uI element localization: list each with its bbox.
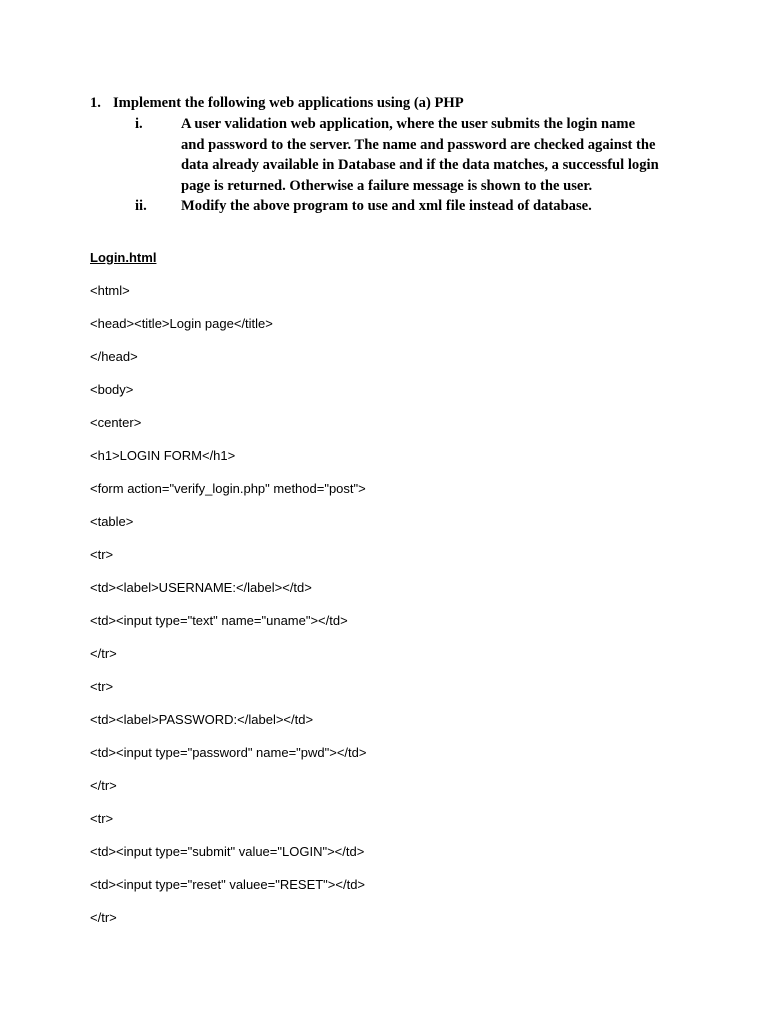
code-line: <td><input type="text" name="uname"></td> bbox=[90, 613, 348, 628]
code-line: <td><input type="submit" value="LOGIN"></td> bbox=[90, 844, 365, 859]
code-line: </tr> bbox=[90, 778, 117, 793]
code-line: <head><title>Login page</title> bbox=[90, 316, 273, 331]
part-i-line-1: A user validation web application, where the user submits the login name bbox=[181, 116, 636, 132]
code-line: <td><label>USERNAME:</label></td> bbox=[90, 580, 312, 595]
code-line: <tr> bbox=[90, 547, 114, 562]
part-text-i bbox=[181, 114, 681, 196]
code-line: <html> bbox=[90, 283, 130, 298]
part-label-ii: ii. bbox=[135, 198, 147, 214]
part-label-i: i. bbox=[135, 116, 143, 132]
code-listing bbox=[90, 282, 366, 942]
code-line: <td><input type="password" name="pwd"></td> bbox=[90, 745, 367, 760]
code-line: <tr> bbox=[90, 811, 114, 826]
code-line: <td><label>PASSWORD:</label></td> bbox=[90, 712, 314, 727]
code-line: </tr> bbox=[90, 646, 117, 661]
part-i-line-2: and password to the server. The name and password are checked against the bbox=[181, 136, 656, 153]
part-text-ii bbox=[181, 196, 681, 217]
file-heading: Login.html bbox=[90, 250, 157, 265]
code-line: <tr> bbox=[90, 679, 114, 694]
code-line: <td><input type="reset" valuee="RESET"></td> bbox=[90, 877, 366, 892]
code-line: <h1>LOGIN FORM</h1> bbox=[90, 448, 236, 463]
code-line: </tr> bbox=[90, 910, 117, 925]
question-number: 1. bbox=[90, 95, 101, 111]
part-i-line-3: data already available in Database and if the data matches, a successful login bbox=[181, 157, 659, 174]
code-line: <body> bbox=[90, 382, 134, 397]
code-line: </head> bbox=[90, 349, 138, 364]
code-line: <form action="verify_login.php" method="post"> bbox=[90, 481, 366, 496]
part-ii-line-1: Modify the above program to use and xml file instead of database. bbox=[181, 198, 592, 214]
question-text: Implement the following web applications using (a) PHP bbox=[113, 95, 464, 111]
part-i-line-4: page is returned. Otherwise a failure message is shown to the user. bbox=[181, 177, 593, 194]
code-line: <center> bbox=[90, 415, 142, 430]
code-line: <table> bbox=[90, 514, 134, 529]
